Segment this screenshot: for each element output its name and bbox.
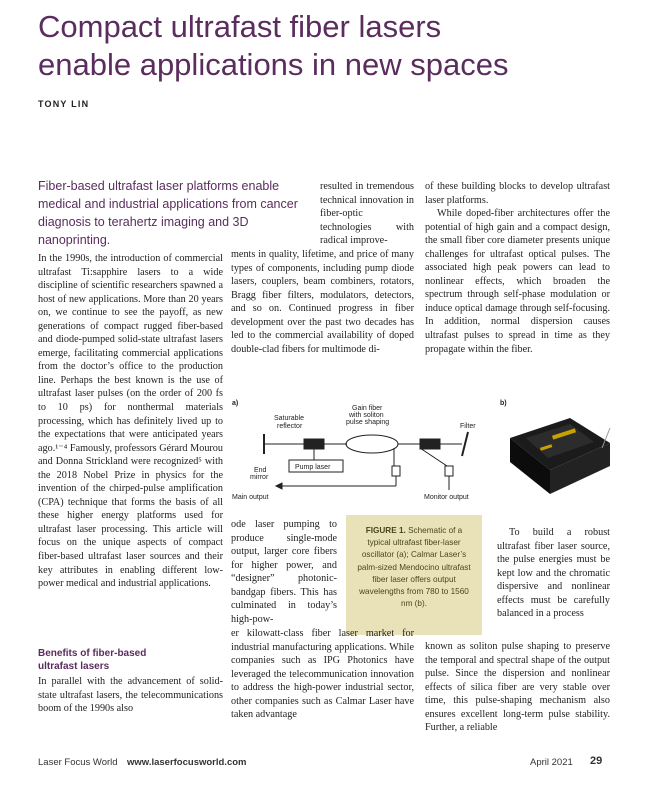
caption-heading: FIGURE 1.	[365, 526, 406, 535]
soliton-label: with soliton	[349, 412, 384, 419]
filter-label: Filter	[460, 423, 476, 430]
section-heading: Benefits of fiber-based ultrafast lasers	[38, 648, 147, 672]
mirror-label: mirror	[250, 474, 269, 481]
pump-laser-label: Pump laser	[295, 464, 331, 471]
paragraph: ode laser pumping to produce single-mode output, larger core fibers for higher power, and “designer” photonic-bandgap fibers. This has culminated in today’s high-pow-	[231, 519, 337, 625]
paragraph: To build a robust ultrafast fiber laser source, the pulse energies must be kept low and the chromatic dispersive and nonlinear effects must be carefully balanced in a process	[497, 527, 610, 620]
reflector-label: reflector	[277, 423, 303, 430]
article-title	[38, 8, 638, 84]
laser-schematic-diagram	[232, 398, 492, 506]
column-1-body	[38, 252, 223, 591]
footer-date: April 2021	[530, 757, 573, 768]
pulse-shaping-label: pulse shaping	[346, 419, 390, 426]
column-3-body	[425, 180, 610, 356]
title-line-1: Compact ultrafast fiber lasers	[38, 9, 442, 44]
footer-magazine: Laser Focus World	[38, 757, 118, 768]
paragraph: of these building blocks to develop ultrafast laser platforms.	[425, 181, 610, 206]
title-line-2: enable applications in new spaces	[38, 47, 509, 82]
figure-label-b: b)	[500, 400, 507, 407]
column-3-narrow-bottom	[497, 526, 610, 621]
paragraph: known as soliton pulse shaping to preserve the temporal and spectral shape of the output pulse. Since the dispersion and nonlinear effects of silica fiber are very stable over time, this pulse-shaping mechanism also ensures excellent long-term pulse stability. Further, a reliable	[425, 641, 610, 734]
column-3-wide-bottom	[425, 640, 610, 735]
monitor-output-label: Monitor output	[424, 494, 469, 501]
main-output-label: Main output	[232, 494, 269, 501]
footer-url[interactable]: www.laserfocusworld.com	[127, 757, 247, 768]
paragraph: ments in quality, lifetime, and price of many types of components, including pump diode lasers, couplers, beam combiners, rotators, Bragg fiber filters, modulators, detectors, and so on. Continued progress in fiber development over the past two decades has led to the commercial availability of doped double-clad fibers for multimode di-	[231, 249, 414, 355]
paragraph: er kilowatt-class fiber laser market for industrial manufacturing applications. While companies such as IPG Photonics have leveraged the telecommunication innovation to address the high-power industrial sector, other companies such as Calmar Laser have taken advantage	[231, 628, 414, 721]
column-2-narrow-bottom	[231, 518, 337, 626]
paragraph: In the 1990s, the introduction of commercial ultrafast Ti:sapphire lasers to a wide discipline of scientific researchers spawned a host of new applications. More than 20 years on, we continue to see the payoff, as new generations of compact rugged fiber-based and diode-pumped solid-state ultrafast lasers emerge, facilitating commercial applications from the doctor’s office to the production line. Perhaps the best known is the use of ultrafast laser pulses (on the order of 200 fs to 10 ps) for nonthermal materials processing, which has definitely lived up to the expectations that were anticipated years ago.¹⁻⁴ Famously, professors Gérard Mourou and Donna Strickland were recognized⁵ with the 2018 Nobel Prize in physics for the invention of the chirped-pulse amplification (CPA) technique that forms the basis of all these higher energy platforms used for ultrafast laser processing. This article will focus on the unique aspects of compact fiber-based ultrafast laser sources and their key attributes in enabling different low-power medical and industrial applications.	[38, 253, 223, 590]
end-label: End	[254, 467, 267, 474]
paragraph: In parallel with the advancement of solid-state ultrafast lasers, the telecommunications boom of the 1990s also	[38, 676, 223, 715]
column-1-body-continued	[38, 675, 223, 716]
article-deck: Fiber-based ultrafast laser platforms enable medical and industrial applications from cancer diagnosis to terahertz imaging and 3D nanoprinting.	[38, 179, 298, 247]
author-byline: TONY LIN	[38, 99, 90, 109]
caption-text: Schematic of a typical ultrafast fiber-laser oscillator (a); Calmar Laser’s palm-sized Mendocino ultrafast fiber laser offers output wavelengths from 780 to 1560 nm (b).	[357, 526, 471, 609]
gain-fiber-label: Gain fiber	[352, 405, 383, 412]
paragraph: resulted in tremendous technical innovation in fiber-optic technologies with radical improve-	[320, 181, 414, 247]
column-2-narrow-top	[320, 180, 414, 248]
figure-label-a: a)	[232, 400, 239, 407]
saturable-label: Saturable	[274, 415, 304, 422]
figure-caption	[346, 515, 482, 635]
page-number: 29	[590, 755, 603, 767]
column-2-wide-bottom	[231, 627, 414, 722]
paragraph: While doped-fiber architectures offer the potential of high gain and a compact design, the small fiber core diameter presents unique challenges for ultrafast optical pulses. The associated high peak powers can lead to nonlinear effects, which broaden the spectrum through self-phase modulation or induce optical damage through self-focusing. In addition, normal dispersion causes ultrafast pulses to spread in time as they propagate within the fiber.	[425, 208, 610, 355]
column-2-wide-top	[231, 248, 414, 356]
laser-product-photo	[500, 398, 612, 506]
